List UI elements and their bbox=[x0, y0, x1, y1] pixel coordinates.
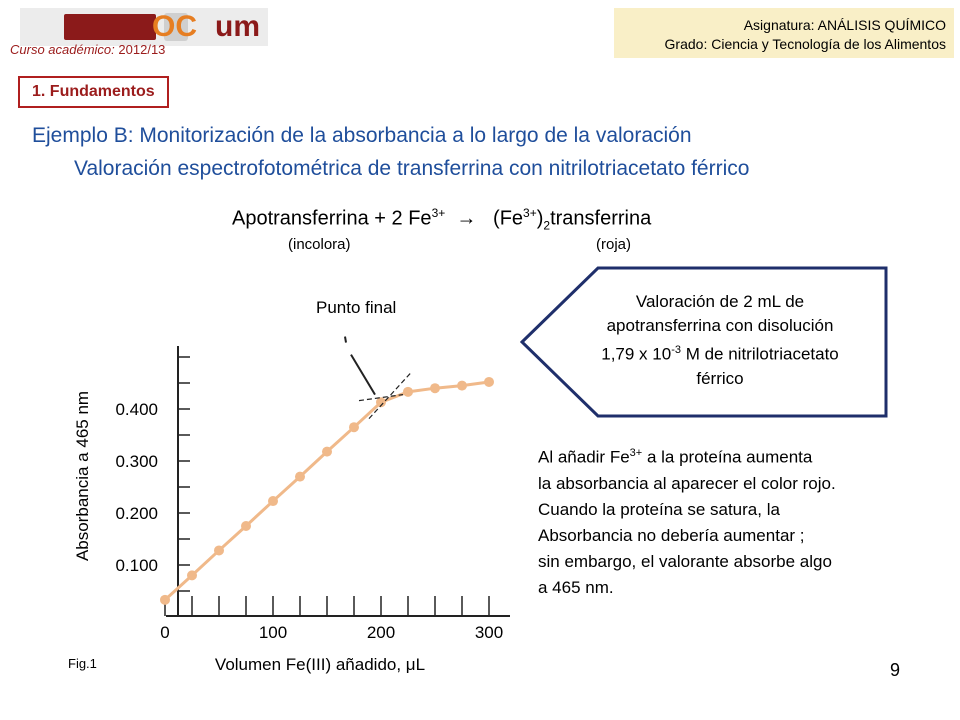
reactant-label: (incolora) bbox=[288, 236, 351, 253]
slide-title: Ejemplo B: Monitorización de la absorbancia a lo largo de la valoración bbox=[32, 124, 692, 147]
data-point bbox=[322, 447, 332, 457]
x-tick-label: 200 bbox=[366, 623, 396, 642]
data-point bbox=[241, 521, 251, 531]
data-point bbox=[295, 472, 305, 482]
data-point bbox=[187, 570, 197, 580]
data-point bbox=[457, 381, 467, 391]
data-point bbox=[484, 377, 494, 387]
academic-year: Curso académico: 2012/13 bbox=[10, 42, 166, 57]
page-number: 9 bbox=[890, 660, 901, 680]
data-point bbox=[160, 595, 170, 605]
course-info bbox=[614, 8, 954, 58]
endpoint-pointer-tick bbox=[345, 337, 346, 343]
y-tick-label: 0.200 bbox=[115, 504, 158, 523]
endpoint-annotation: Punto final bbox=[316, 298, 397, 317]
explanation-paragraph: Al añadir $Fe^{3+}$ a la proteína aumenta la absorbancia al aparecer el color rojo. Cuando la proteína se satura, la Absorbancia no debería aumentar ; sin embargo, el valorante absorbe algo a 465 nm. bbox=[538, 447, 836, 597]
data-point bbox=[214, 545, 224, 555]
y-axis-label: Absorbancia a 465 nm bbox=[73, 390, 92, 562]
endpoint-pointer bbox=[351, 355, 375, 395]
x-tick-label: 100 bbox=[258, 623, 288, 642]
ocw-logo: OC um bbox=[152, 10, 260, 43]
titration-chart bbox=[60, 326, 520, 706]
figure-label: Fig.1 bbox=[68, 656, 97, 671]
section-heading: 1. Fundamentos bbox=[18, 76, 169, 108]
series-line bbox=[165, 382, 489, 600]
x-tick-label: 300 bbox=[474, 623, 504, 642]
course-degree: Grado: Ciencia y Tecnología de los Alimentos bbox=[664, 36, 946, 52]
x-axis-label: Volumen Fe(III) añadido, μL bbox=[214, 655, 426, 674]
y-tick-label: 0.100 bbox=[115, 556, 158, 575]
product-label: (roja) bbox=[596, 236, 632, 253]
slide-subtitle: Valoración espectrofotométrica de transferrina con nitrilotriacetato férrico bbox=[74, 157, 750, 180]
universidad-murcia-logo bbox=[64, 14, 156, 40]
y-tick-label: 0.400 bbox=[115, 400, 158, 419]
data-point bbox=[403, 387, 413, 397]
x-tick-label: 0 bbox=[160, 623, 170, 642]
y-tick-label: 0.300 bbox=[115, 452, 158, 471]
data-point bbox=[430, 383, 440, 393]
course-subject: Asignatura: ANÁLISIS QUÍMICO bbox=[743, 17, 946, 33]
reaction-equation: Apotransferrina + 2 $Fe^{3+}$ → $(Fe^{3+})_2transferrina$ bbox=[232, 206, 652, 233]
titration-note: Valoración de 2 mL de apotransferrina con disolución 1,79 x $10^{-3}$ M de nitrilotriacetato férrico bbox=[601, 292, 839, 388]
data-point bbox=[268, 496, 278, 506]
data-point bbox=[349, 422, 359, 432]
extrapolation-line bbox=[369, 373, 411, 419]
